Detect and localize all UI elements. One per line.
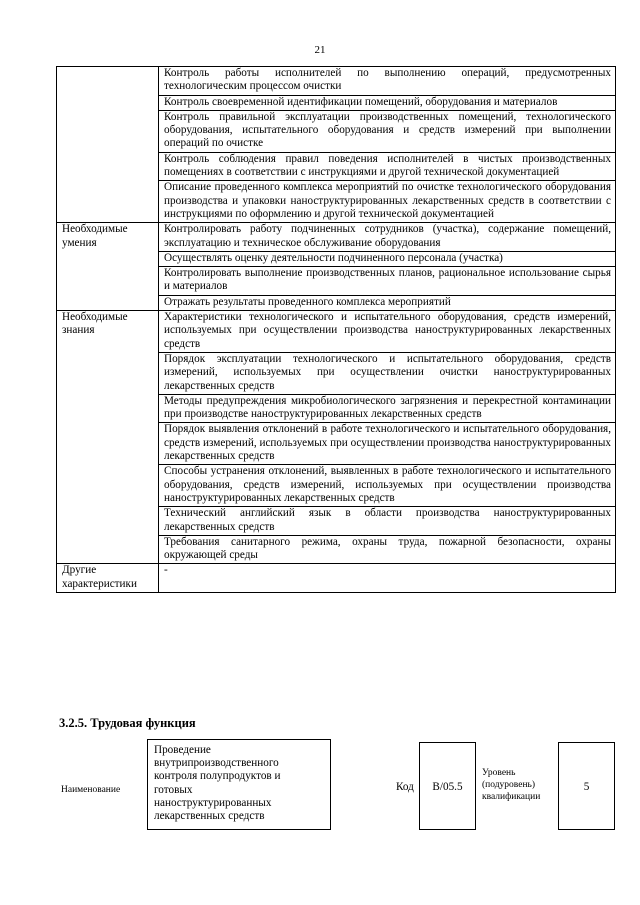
level-label-line: квалификации — [482, 792, 541, 802]
function-name-box — [147, 739, 331, 830]
knowledge-cell: Способы устранения отклонений, выявленных в работе технологического и испытательного оборудования, средств измерений, используемых при осуществлении производства наноструктурированных лекарственных средств — [159, 465, 616, 507]
other-label-line-1: Другие — [62, 564, 97, 577]
qualification-level-label — [482, 767, 554, 803]
table-row — [57, 311, 616, 353]
action-cell: Контроль правильной эксплуатации производственных помещений, технологического оборудования, испытательного оборудования и средств измерений при выполнении операций по очистке — [159, 110, 616, 152]
level-label-line: Уровень — [482, 768, 516, 778]
other-value-cell: - — [159, 564, 616, 593]
other-label-line-2: характеристики — [62, 577, 137, 590]
table-row — [57, 564, 616, 593]
function-name-line: внутрипроизводственного — [154, 757, 279, 770]
section-title: 3.2.5. Трудовая функция — [59, 716, 196, 730]
function-name-line: лекарственных средств — [154, 810, 265, 823]
skill-cell: Контролировать выполнение производственных планов, рациональное использование сырья и материалов — [159, 267, 616, 296]
skill-cell: Осуществлять оценку деятельности подчиненного персонала (участка) — [159, 251, 616, 266]
action-cell: Контроль работы исполнителей по выполнению операций, предусмотренных технологическим процессом очистки — [159, 67, 616, 96]
knowledge-cell: Характеристики технологического и испытательного оборудования, средств измерений, используемых при осуществлении производства наноструктурированных лекарственных средств — [159, 311, 616, 353]
label-cell-empty — [57, 67, 159, 223]
skills-label-line-2: умения — [62, 236, 97, 249]
level-label-line: (подуровень) — [482, 780, 536, 790]
action-cell: Контроль соблюдения правил поведения исполнителей в чистых производственных помещениях в соответствии с инструкциями и другой технической документацией — [159, 152, 616, 181]
skills-label-line-1: Необходимые — [62, 223, 128, 236]
knowledge-cell: Порядок эксплуатации технологического и испытательного оборудования, средств измерений, используемых при осуществлении очистки наноструктурированных лекарственных средств — [159, 352, 616, 394]
function-name-line: наноструктурированных — [154, 796, 272, 809]
skill-cell: Отражать результаты проведенного комплекса мероприятий — [159, 295, 616, 310]
qualification-level-box: 5 — [558, 742, 615, 830]
knowledge-cell: Технический английский язык в области производства наноструктурированных лекарственных средств — [159, 507, 616, 536]
function-name-line: готовых — [154, 783, 193, 796]
function-name-line: Проведение — [154, 744, 211, 756]
knowledge-label — [57, 311, 159, 564]
other-label — [57, 564, 159, 593]
code-label: Код — [396, 781, 414, 793]
code-value-box: B/05.5 — [419, 742, 476, 830]
knowledge-cell: Порядок выявления отклонений в работе технологического и испытательного оборудования, средств измерений, используемых при осуществлении производства наноструктурированных лекарственных средств — [159, 423, 616, 465]
function-name-line: контроля полупродуктов и — [154, 770, 281, 783]
skill-cell: Контролировать работу подчиненных сотрудников (участка), содержание помещений, эксплуатацию и техническое обслуживание оборудования — [159, 223, 616, 252]
name-label: Наименование — [61, 785, 121, 795]
knowledge-cell: Требования санитарного режима, охраны труда, пожарной безопасности, охраны окружающей среды — [159, 535, 616, 564]
table-row — [57, 223, 616, 252]
knowledge-label-line-2: знания — [62, 324, 95, 337]
skills-label — [57, 223, 159, 311]
table-row — [57, 67, 616, 96]
action-cell: Контроль своевременной идентификации помещений, оборудования и материалов — [159, 95, 616, 110]
knowledge-label-line-1: Необходимые — [62, 311, 128, 324]
knowledge-cell: Методы предупреждения микробиологического загрязнения и перекрестной контаминации при производстве наноструктурированных лекарственных средств — [159, 394, 616, 423]
page-number: 21 — [314, 44, 326, 56]
function-table — [56, 66, 616, 593]
action-cell: Описание проведенного комплекса мероприятий по очистке технологического оборудования производства и упаковки наноструктурированных лекарственных средств в соответствии с инструкциями по оформлению и другой технической документацией — [159, 181, 616, 223]
